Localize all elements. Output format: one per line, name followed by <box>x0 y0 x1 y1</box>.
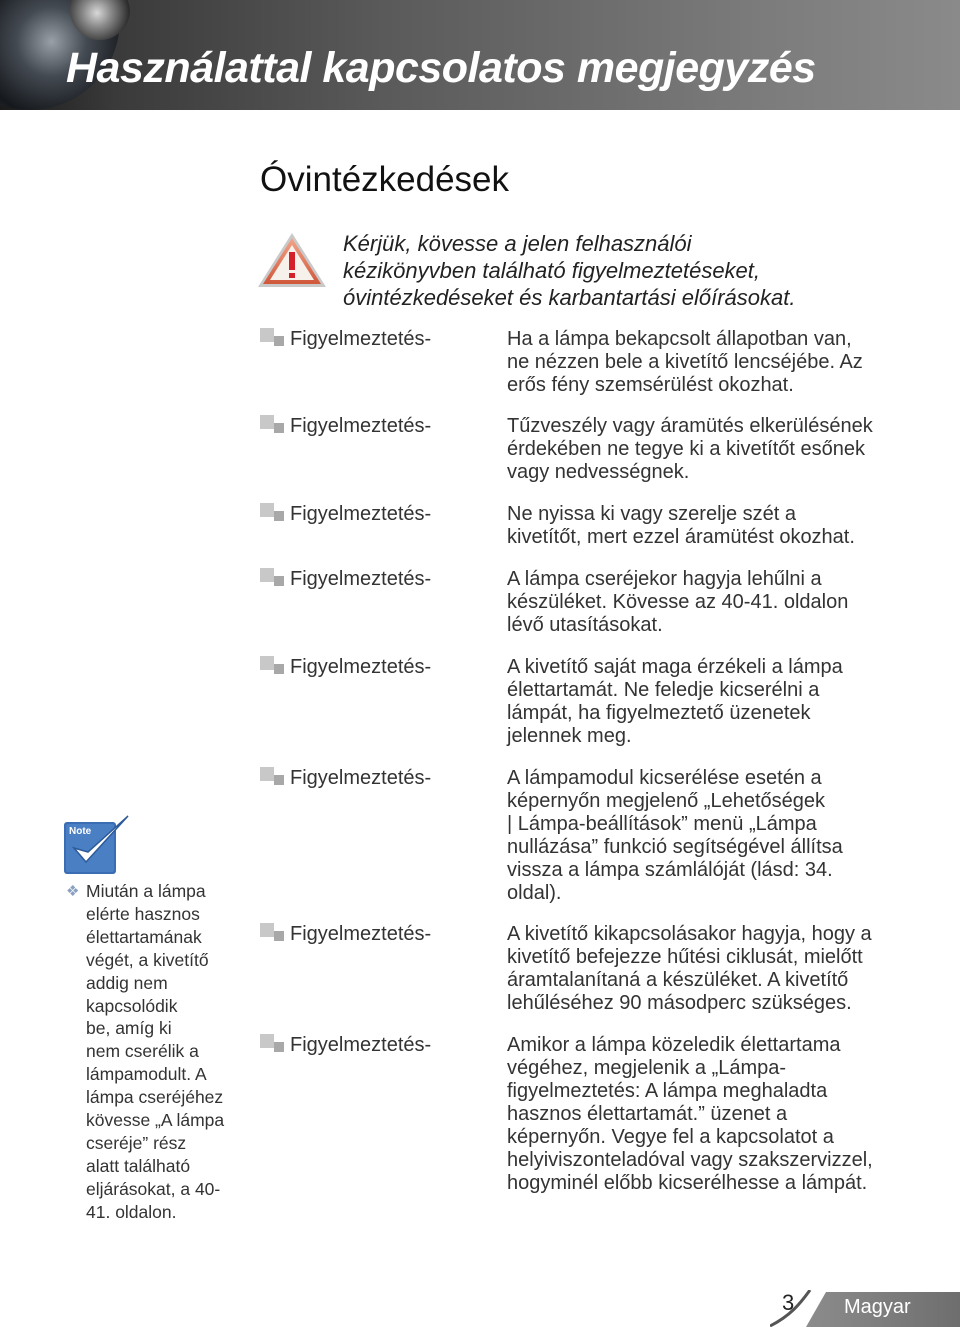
section-title: Óvintézkedések <box>260 160 510 199</box>
square-bullet-icon <box>260 767 290 785</box>
square-bullet-icon <box>260 568 290 586</box>
warning-label: Figyelmeztetés- <box>260 656 490 679</box>
warning-label: Figyelmeztetés- <box>260 1034 490 1057</box>
warning-text: Tűzveszély vagy áramütés elkerülésének érdekében ne tegye ki a kivetítőt esőnek vagy nedvességnek. <box>507 415 873 483</box>
warning-label: Figyelmeztetés- <box>260 415 490 438</box>
diamond-bullet-icon: ❖ <box>66 883 80 900</box>
warning-text: Amikor a lámpa közeledik élettartama végéhez, megjelenik a „Lámpa- figyelmeztetés: A lámpa meghaladta hasznos élettartamát.” üzenet a képernyőn. Vegye fel a kapcsolatot a helyiviszonteladóval vagy szakszervizzel, hogyminél előbb kicserélhesse a lámpát. <box>507 1034 873 1194</box>
warning-label: Figyelmeztetés- <box>260 568 490 591</box>
warning-text: A kivetítő kikapcsolásakor hagyja, hogy a kivetítő befejezze hűtési ciklusát, mielőtt áramtalanítaná a készüléket. A kivetítő lehűléséhez 90 másodperc szükséges. <box>507 923 872 1014</box>
square-bullet-icon <box>260 1034 290 1052</box>
square-bullet-icon <box>260 923 290 941</box>
note-badge-label: Note <box>69 826 92 837</box>
warning-label: Figyelmeztetés- <box>260 328 490 351</box>
square-bullet-icon <box>260 415 290 433</box>
note-checkmark-icon <box>62 814 132 878</box>
warning-text: Ha a lámpa bekapcsolt állapotban van, ne nézzen bele a kivetítő lencséjébe. Az erős fény szemsérülést okozhat. <box>507 328 863 396</box>
warning-text: A lámpamodul kicserélése esetén a képernyőn megjelenő „Lehetőségek | Lámpa-beállítások” menü „Lámpa nullázása” funkció segítségével állítsa vissza a lámpa számlálóját (lásd: 34. oldal). <box>507 767 843 904</box>
intro-text: Kérjük, kövesse a jelen felhasználói kézikönyvben található figyelmeztetéseket, óvintézkedéseket és karbantartási előírásokat. <box>343 231 796 310</box>
page-header <box>0 0 960 110</box>
square-bullet-icon <box>260 503 290 521</box>
page-number: 3 <box>782 1290 795 1315</box>
warning-triangle-icon <box>256 230 328 290</box>
page-header-title: Használattal kapcsolatos megjegyzés <box>66 44 816 92</box>
warning-label: Figyelmeztetés- <box>260 767 490 790</box>
warning-text: Ne nyissa ki vagy szerelje szét a kivetítőt, mert ezzel áramütést okozhat. <box>507 503 855 548</box>
warning-text: A kivetítő saját maga érzékeli a lámpa élettartamát. Ne feledje kicserélni a lámpát, ha figyelmeztető üzenetek jelennek meg. <box>507 656 843 747</box>
warning-text: A lámpa cseréjekor hagyja lehűlni a készüléket. Kövesse az 40-41. oldalon lévő utasításokat. <box>507 568 849 636</box>
language-label: Magyar <box>844 1296 911 1318</box>
square-bullet-icon <box>260 328 290 346</box>
warning-label: Figyelmeztetés- <box>260 923 490 946</box>
square-bullet-icon <box>260 656 290 674</box>
warning-label: Figyelmeztetés- <box>260 503 490 526</box>
note-text: Miután a lámpa elérte hasznos élettartamának végét, a kivetítő addig nem kapcsolódik be, amíg ki nem cserélik a lámpamodult. A lámpa cseréjéhez kövesse „A lámpa cseréje” rész alatt található eljárásokat, a 40- 41. oldalon. <box>86 881 225 1222</box>
